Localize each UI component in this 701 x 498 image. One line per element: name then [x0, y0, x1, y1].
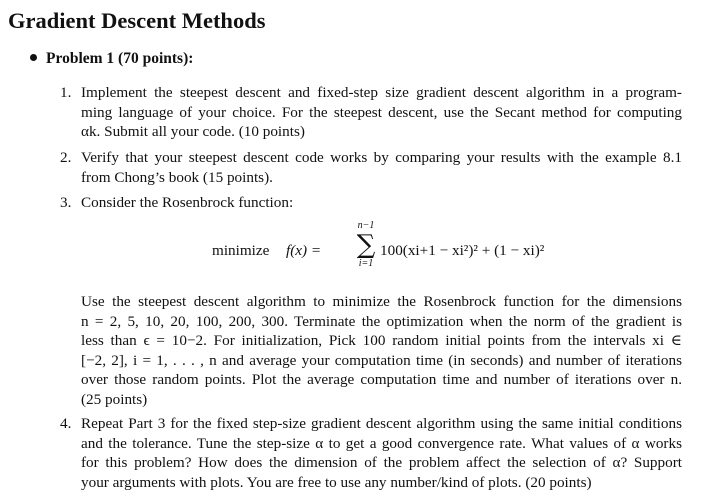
list-item-2	[60, 148, 682, 187]
item-number: 3.	[60, 194, 72, 211]
summation	[355, 220, 377, 270]
item-body	[81, 414, 682, 492]
list-item-4	[60, 414, 682, 492]
bullet-icon	[30, 54, 37, 61]
page-title: Gradient Descent Methods	[8, 8, 266, 33]
list-item-1	[60, 83, 682, 142]
item-body	[81, 193, 682, 213]
item-line: your arguments with plots. You are free to use any number/kind of plots. (20 points)	[81, 473, 592, 491]
equation-word: minimize	[212, 242, 270, 259]
item-line: ming language of your choice. For the steepest descent, use the Secant method for computing	[81, 103, 682, 121]
item-line: less than ϵ = 10−2. For initialization, Pick 100 random initial points from the intervals xi ∈	[81, 332, 682, 349]
list-item-3-body	[60, 292, 682, 409]
item-line: (25 points)	[81, 390, 148, 408]
rosenbrock-equation	[212, 220, 632, 280]
item-line: αk. Submit all your code. (10 points)	[81, 123, 305, 140]
item-line: from Chong’s book (15 points).	[81, 168, 273, 186]
item-line: Repeat Part 3 for the fixed step-size gradient descent algorithm using the same initial conditions	[81, 415, 682, 432]
problem-heading	[30, 50, 193, 68]
problem-heading-text: Problem 1 (70 points):	[46, 50, 194, 67]
item-line: over those random points. Plot the average computation time and number of iterations over n.	[81, 371, 682, 388]
item-line: and the tolerance. Tune the step-size α to get a good convergence rate. What values of α works	[81, 434, 682, 452]
equation-rhs: 100(xi+1 − xi²)² + (1 − xi)²	[380, 242, 545, 259]
sigma-icon: ∑	[356, 230, 376, 260]
item-number: 1.	[60, 84, 72, 101]
item-line: Verify that your steepest descent code works by comparing your results with the example 8.1	[81, 149, 682, 166]
sum-upper-limit: n−1	[357, 220, 375, 231]
item-body	[81, 292, 682, 409]
item-intro: Consider the Rosenbrock function:	[81, 194, 294, 211]
item-line: for this problem? How does the dimension of the problem affect the selection of α? Support	[81, 454, 682, 471]
item-line: Implement the steepest descent and fixed-step size gradient descent algorithm in a program-	[81, 84, 682, 101]
item-number: 4.	[60, 415, 72, 432]
equation-lhs: f(x) =	[286, 242, 322, 259]
item-number: 2.	[60, 149, 72, 166]
sum-lower-limit: i=1	[358, 258, 374, 269]
item-body	[81, 83, 682, 142]
item-line: [−2, 2], i = 1, . . . , n and average your computation time (in seconds) and number of iterations	[81, 351, 682, 369]
item-body	[81, 148, 682, 187]
list-item-3	[60, 193, 682, 213]
item-line: Use the steepest descent algorithm to minimize the Rosenbrock function for the dimensions	[81, 293, 682, 310]
item-line: n = 2, 5, 10, 20, 100, 200, 300. Terminate the optimization when the norm of the gradient is	[81, 312, 682, 330]
